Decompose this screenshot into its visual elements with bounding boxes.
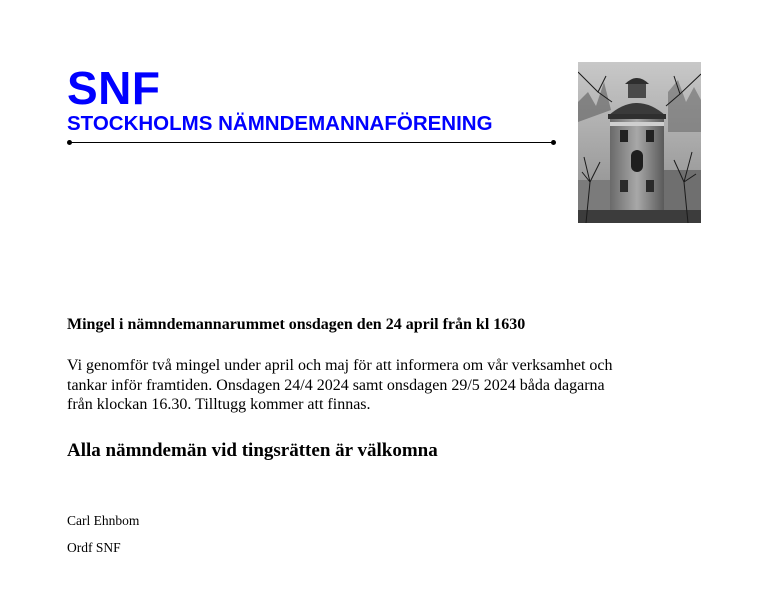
organization-name: STOCKHOLMS NÄMNDEMANNAFÖRENING [67,112,493,135]
signature-title: Ordf SNF [67,540,121,555]
welcome-statement: Alla nämndemän vid tingsrätten är välkomna [67,440,438,461]
organization-abbreviation: SNF [67,62,161,114]
header-rule-right-dot [551,140,556,145]
tower-photo [578,62,701,223]
header-divider [69,142,554,143]
notice-heading: Mingel i nämndemannarummet onsdagen den 24 april från kl 1630 [67,316,526,333]
signature-name: Carl Ehnbom [67,513,140,528]
notice-body: Vi genomför två mingel under april och maj för att informera om vår verksamhet och tankar inför framtiden. Onsdagen 24/4 2024 samt onsdagen 29/5 2024 båda dagarna från klockan 16.30. Tilltugg kommer att finnas. [67,357,613,413]
